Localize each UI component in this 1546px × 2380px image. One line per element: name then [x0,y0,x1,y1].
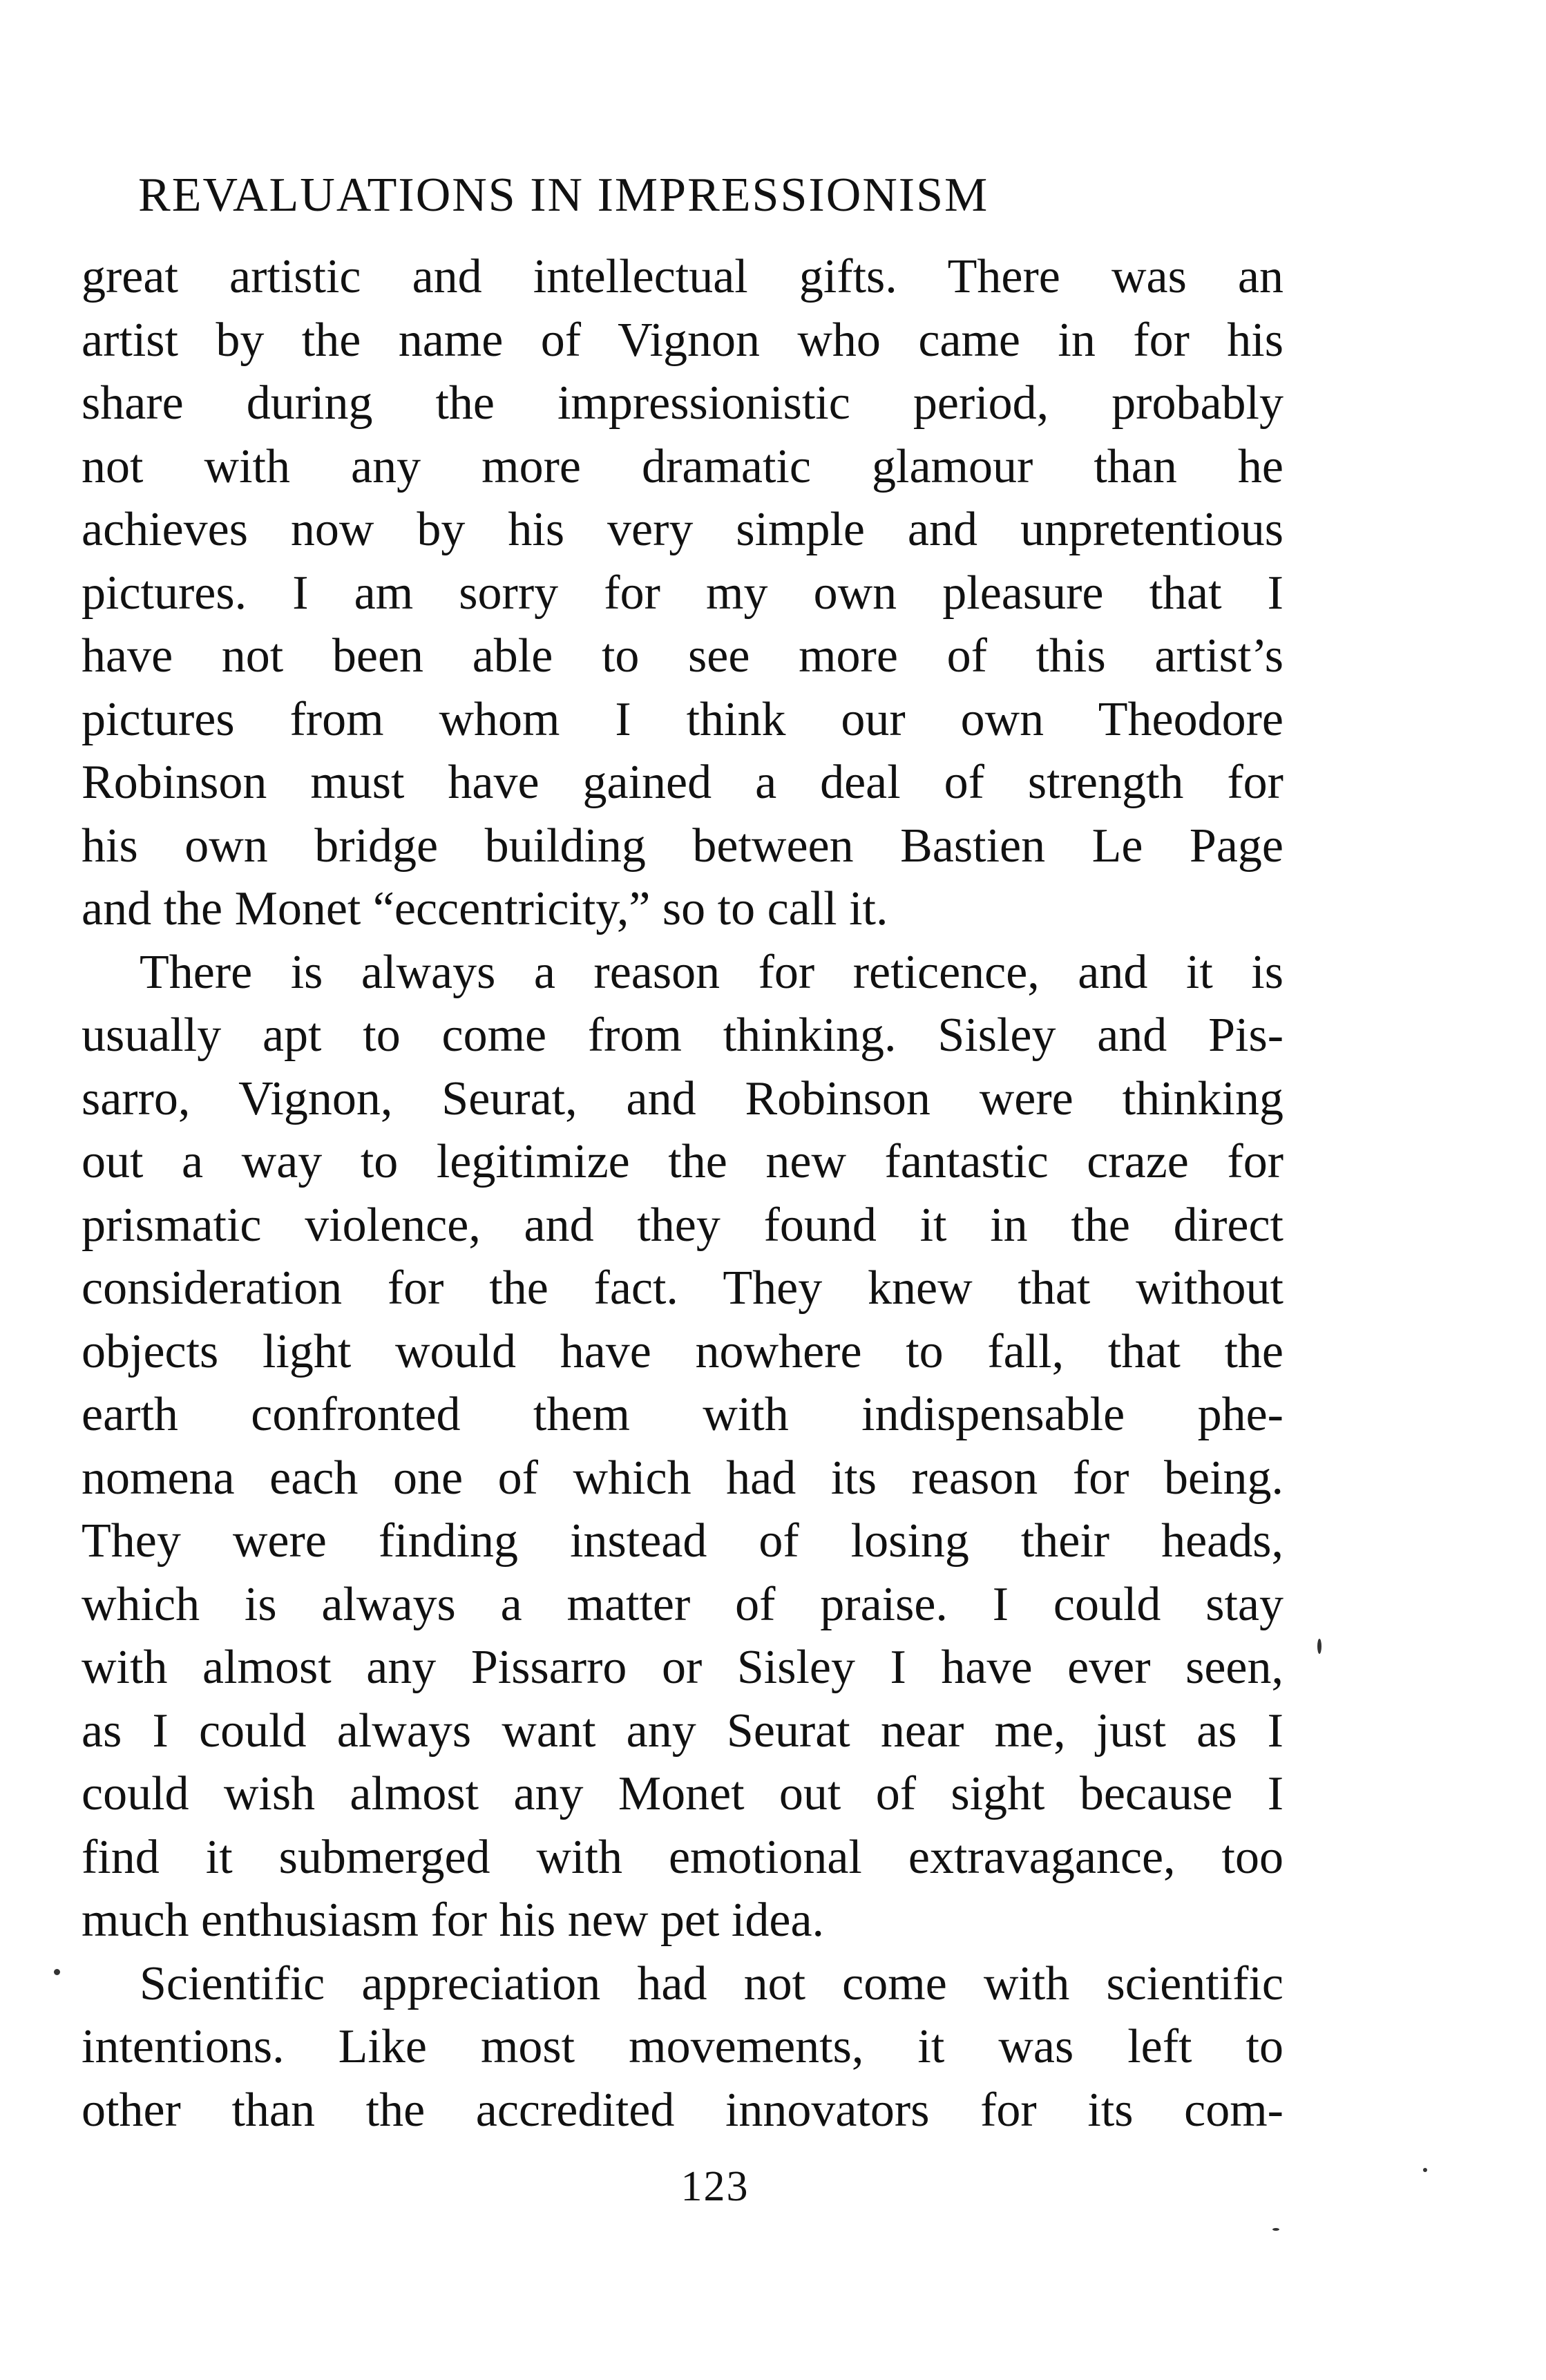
text-line: They were finding instead of losing their heads, [82,1514,1283,1568]
text-line: and the Monet “eccentricity,” so to call it. [82,882,888,935]
text-line: have not been able to see more of this artist’s [82,629,1283,683]
text-line: intentions. Like most movements, it was left to [82,2020,1283,2073]
text-line: great artistic and intellectual gifts. There was an [82,250,1283,303]
text-line: share during the impressionistic period, probably [82,377,1283,430]
text-line: artist by the name of Vignon who came in for his [82,313,1283,367]
text-line: usually apt to come from thinking. Sisley and Pis- [82,1009,1283,1062]
text-line: objects light would have nowhere to fall, that the [82,1324,1283,1378]
page-number: 123 [680,2163,750,2210]
text-line: find it submerged with emotional extravagance, too [82,1830,1283,1884]
text-line: pictures from whom I think our own Theodore [82,692,1283,746]
text-line: Scientific appreciation had not come with scientific [140,1957,1283,2010]
scan-speck [54,1969,60,1975]
text-line: earth confronted them with indispensable phe- [82,1388,1283,1441]
text-line: prismatic violence, and they found it in the direct [82,1198,1283,1252]
text-line: not with any more dramatic glamour than he [82,439,1283,493]
running-head: REVALUATIONS IN IMPRESSIONISM [138,169,989,222]
text-line: nomena each one of which had its reason for being. [82,1451,1283,1505]
text-line: out a way to legitimize the new fantastic craze for [82,1135,1283,1188]
text-line: achieves now by his very simple and unpretentious [82,503,1283,556]
text-line: other than the accredited innovators for its com- [82,2083,1283,2137]
body-text [82,245,1283,2142]
text-line: with almost any Pissarro or Sisley I have ever seen, [82,1641,1283,1694]
scan-speck [1317,1639,1321,1654]
text-line: consideration for the fact. They knew that without [82,1262,1283,1315]
text-line: his own bridge building between Bastien Le Page [82,819,1283,873]
text-line: which is always a matter of praise. I could stay [82,1577,1283,1631]
text-line: There is always a reason for reticence, and it is [140,945,1283,999]
text-line: could wish almost any Monet out of sight because I [82,1767,1283,1820]
text-line: much enthusiasm for his new pet idea. [82,1894,825,1947]
text-line: sarro, Vignon, Seurat, and Robinson were thinking [82,1072,1283,1125]
scan-speck [1272,2228,1279,2231]
text-line: as I could always want any Seurat near me, just as I [82,1704,1283,1758]
text-line: pictures. I am sorry for my own pleasure that I [82,566,1283,620]
text-line: Robinson must have gained a deal of strength for [82,756,1283,809]
scan-speck [1423,2168,1427,2172]
